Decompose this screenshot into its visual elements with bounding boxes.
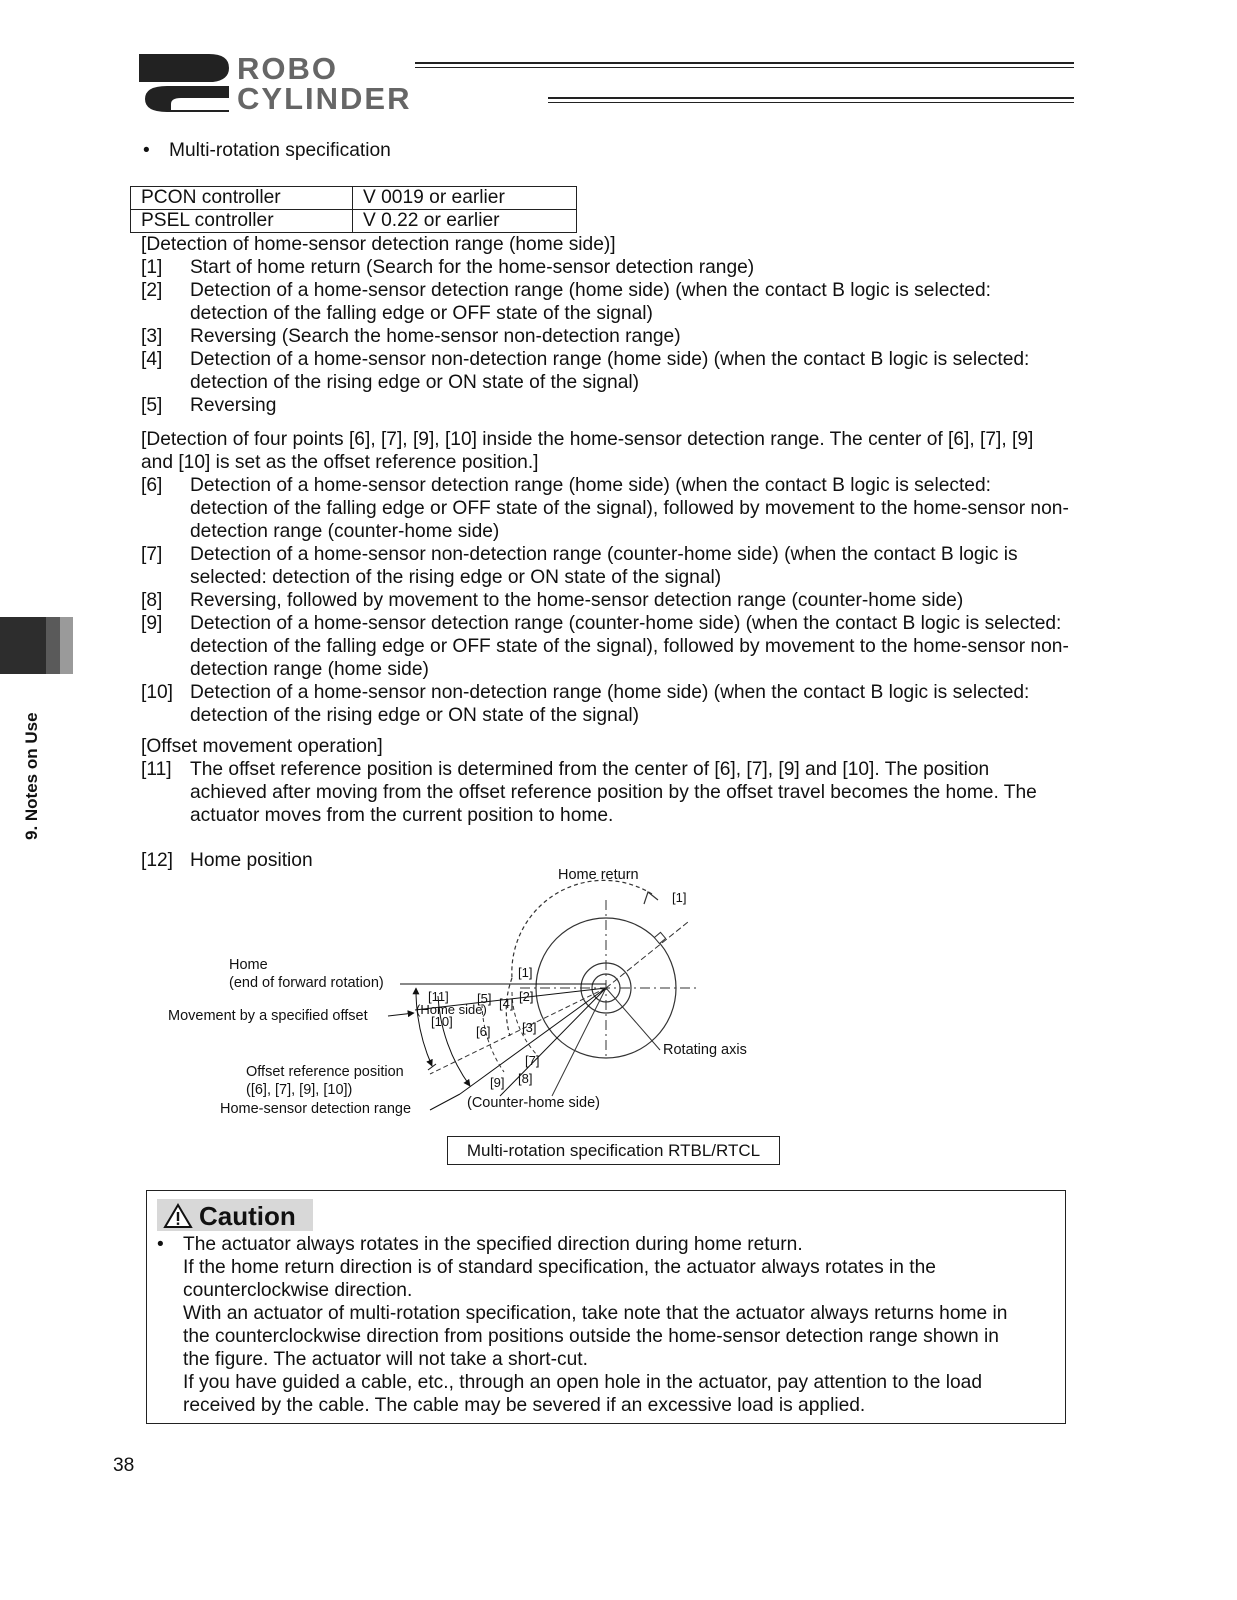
- offset-reference-label-2: ([6], [7], [9], [10]): [246, 1082, 353, 1098]
- mark-10: [10]: [431, 1014, 453, 1029]
- header-rule-bottom-2: [548, 102, 1074, 103]
- ray-offset-reference: [430, 988, 606, 1074]
- caution-title-text: Caution: [199, 1201, 296, 1231]
- ray-counter-home: [500, 988, 606, 1096]
- list-item: [141, 612, 1071, 681]
- item-text: Detection of a home-sensor non-detection range (counter-home side) (when the contact B logic is selected: detection of the rising edge or ON state of the signal): [190, 544, 1018, 588]
- side-tab-block: [0, 617, 46, 674]
- item-number: [8]: [141, 590, 163, 611]
- home-label-line2: (end of forward rotation): [229, 975, 384, 991]
- item-number: [11]: [141, 759, 172, 780]
- item-text: Detection of a home-sensor detection range (home side) (when the contact B logic is selected: detection of the falling edge or OFF state of the signal), followed by movement to the home-sensor non-detection range (counter-home side): [190, 475, 1069, 542]
- item-text: Detection of a home-sensor non-detection range (home side) (when the contact B logic is selected: detection of the rising edge or ON state of the signal): [190, 682, 1030, 726]
- item-text: Detection of a home-sensor non-detection range (home side) (when the contact B logic is selected: detection of the rising edge or ON state of the signal): [190, 349, 1030, 393]
- figure-caption: Multi-rotation specification RTBL/RTCL: [447, 1136, 780, 1165]
- item-text: The offset reference position is determined from the center of [6], [7], [9] and [10]. The position achieved after moving from the offset reference position by the offset travel becomes the home. The actuator moves from the current position to home.: [190, 759, 1037, 826]
- caution-line: the counterclockwise direction from positions outside the home-sensor detection range shown in: [183, 1326, 999, 1347]
- list-item: [141, 589, 1071, 612]
- caution-line: the figure. The actuator will not take a short-cut.: [183, 1349, 588, 1370]
- list-item: [141, 256, 1071, 279]
- item-number: [4]: [141, 349, 163, 370]
- item-number: [6]: [141, 475, 163, 496]
- home-return-label: Home return: [558, 867, 639, 883]
- page-number: 38: [113, 1455, 135, 1476]
- offset-leader: [388, 1013, 414, 1016]
- section3-list: [141, 758, 1071, 827]
- item-number: [1]: [141, 257, 163, 278]
- list-item: [141, 681, 1071, 727]
- caution-box: [146, 1190, 1066, 1424]
- header-rule-top-1: [415, 62, 1074, 64]
- table-row: [131, 210, 577, 233]
- section1-list: [141, 256, 1071, 417]
- header-rule-top-2: [415, 67, 1074, 68]
- table-cell: V 0.22 or earlier: [353, 210, 577, 233]
- bullet-dot: •: [157, 1234, 164, 1255]
- section3-heading: [Offset movement operation]: [141, 736, 383, 757]
- section2-heading: [Detection of four points [6], [7], [9], [10] inside the home-sensor detection range. The center of [6], [7], [9] and [10] is set as the offset reference position.]: [141, 429, 1034, 473]
- list-item: [141, 325, 1071, 348]
- mark-3: [3]: [522, 1020, 537, 1035]
- header-rule-bottom-1: [548, 97, 1074, 99]
- item-number: [3]: [141, 326, 163, 347]
- list-item: [141, 474, 1071, 543]
- ray-rotating-axis-pointer: [552, 988, 606, 1096]
- caution-title: [157, 1199, 313, 1231]
- list-item: [141, 394, 1071, 417]
- item-text: Detection of a home-sensor detection range (counter-home side) (when the contact B logic is selected: detection of the falling edge or OFF state of the signal), followed by movement to the home-sensor non-detection range (home side): [190, 613, 1069, 680]
- mark-1-top: [1]: [672, 890, 687, 905]
- item-text: Reversing (Search the home-sensor non-detection range): [190, 326, 681, 347]
- mark-4: [4]: [499, 996, 514, 1011]
- section2-list: [141, 474, 1071, 727]
- rotating-axis-label: Rotating axis: [663, 1042, 747, 1058]
- intro-bullet-text: Multi-rotation specification: [169, 140, 391, 161]
- mark-1: [1]: [518, 965, 533, 980]
- caution-line: counterclockwise direction.: [183, 1280, 413, 1301]
- caution-line: If you have guided a cable, etc., through an open hole in the actuator, pay attention to the load: [183, 1372, 982, 1393]
- home-return-diagram: [160, 860, 800, 1120]
- mark-8: [8]: [518, 1071, 533, 1086]
- home-return-arrowhead: [644, 892, 658, 904]
- mark-5: [5]: [477, 991, 492, 1006]
- item-number: [7]: [141, 544, 163, 565]
- side-tab-block-light: [60, 617, 73, 674]
- list-item: [141, 348, 1071, 394]
- logo-word-robo: ROBO: [237, 52, 338, 86]
- side-tab-label: 9. Notes on Use: [22, 712, 41, 840]
- mark-2: [2]: [519, 989, 534, 1004]
- table-cell: PSEL controller: [131, 210, 353, 233]
- item-text: Start of home return (Search for the home-sensor detection range): [190, 257, 755, 278]
- item-text: Detection of a home-sensor detection range (home side) (when the contact B logic is selected: detection of the falling edge or OFF state of the signal): [190, 280, 991, 324]
- mark-11: [11]: [428, 989, 449, 1004]
- table-cell: PCON controller: [131, 187, 353, 210]
- list-item: [141, 543, 1071, 589]
- logo-word-cylinder: CYLINDER: [237, 81, 412, 114]
- list-item: [141, 279, 1071, 325]
- offset-reference-label-1: Offset reference position: [246, 1064, 404, 1080]
- item-text: Reversing: [190, 395, 277, 416]
- list-item: [141, 758, 1071, 827]
- home-side-label: (Home side): [416, 1002, 487, 1017]
- item-number: [12]: [141, 850, 174, 871]
- item-text: Reversing, followed by movement to the home-sensor detection range (counter-home side): [190, 590, 964, 611]
- caution-line: The actuator always rotates in the specified direction during home return.: [183, 1234, 803, 1255]
- caution-text: [157, 1233, 1047, 1417]
- warning-triangle-icon: [163, 1203, 193, 1229]
- movement-offset-label: Movement by a specified offset: [168, 1008, 368, 1024]
- sensor-range-label: Home-sensor detection range: [220, 1101, 412, 1117]
- rotating-axis-leader: [606, 988, 660, 1050]
- intro-bullet: [143, 140, 391, 162]
- mark-9: [9]: [490, 1075, 505, 1090]
- version-table: [130, 186, 577, 233]
- mark-6: [6]: [476, 1024, 491, 1039]
- home-return-arc: [512, 880, 652, 978]
- table-cell: V 0019 or earlier: [353, 187, 577, 210]
- sensor-range-leader: [430, 1094, 460, 1110]
- table-row: [131, 187, 577, 210]
- caution-line: received by the cable. The cable may be severed if an excessive load is applied.: [183, 1395, 866, 1416]
- caution-line: If the home return direction is of standard specification, the actuator always rotates in the: [183, 1257, 936, 1278]
- bullet-dot: •: [143, 140, 150, 161]
- mark-7: [7]: [525, 1053, 540, 1068]
- section1-heading: [Detection of home-sensor detection range (home side)]: [141, 234, 616, 255]
- caution-line: With an actuator of multi-rotation specification, take note that the actuator always returns home in: [183, 1303, 1008, 1324]
- side-tab-block-mid: [46, 617, 60, 674]
- item-number: [2]: [141, 280, 163, 301]
- counter-home-side-label: (Counter-home side): [467, 1095, 600, 1111]
- item-text: Home position: [190, 850, 313, 871]
- item-number: [10]: [141, 682, 174, 703]
- home-label-line1: Home: [229, 957, 268, 973]
- caution-lines: [183, 1233, 1007, 1417]
- item-number: [5]: [141, 395, 163, 416]
- item-number: [9]: [141, 613, 163, 634]
